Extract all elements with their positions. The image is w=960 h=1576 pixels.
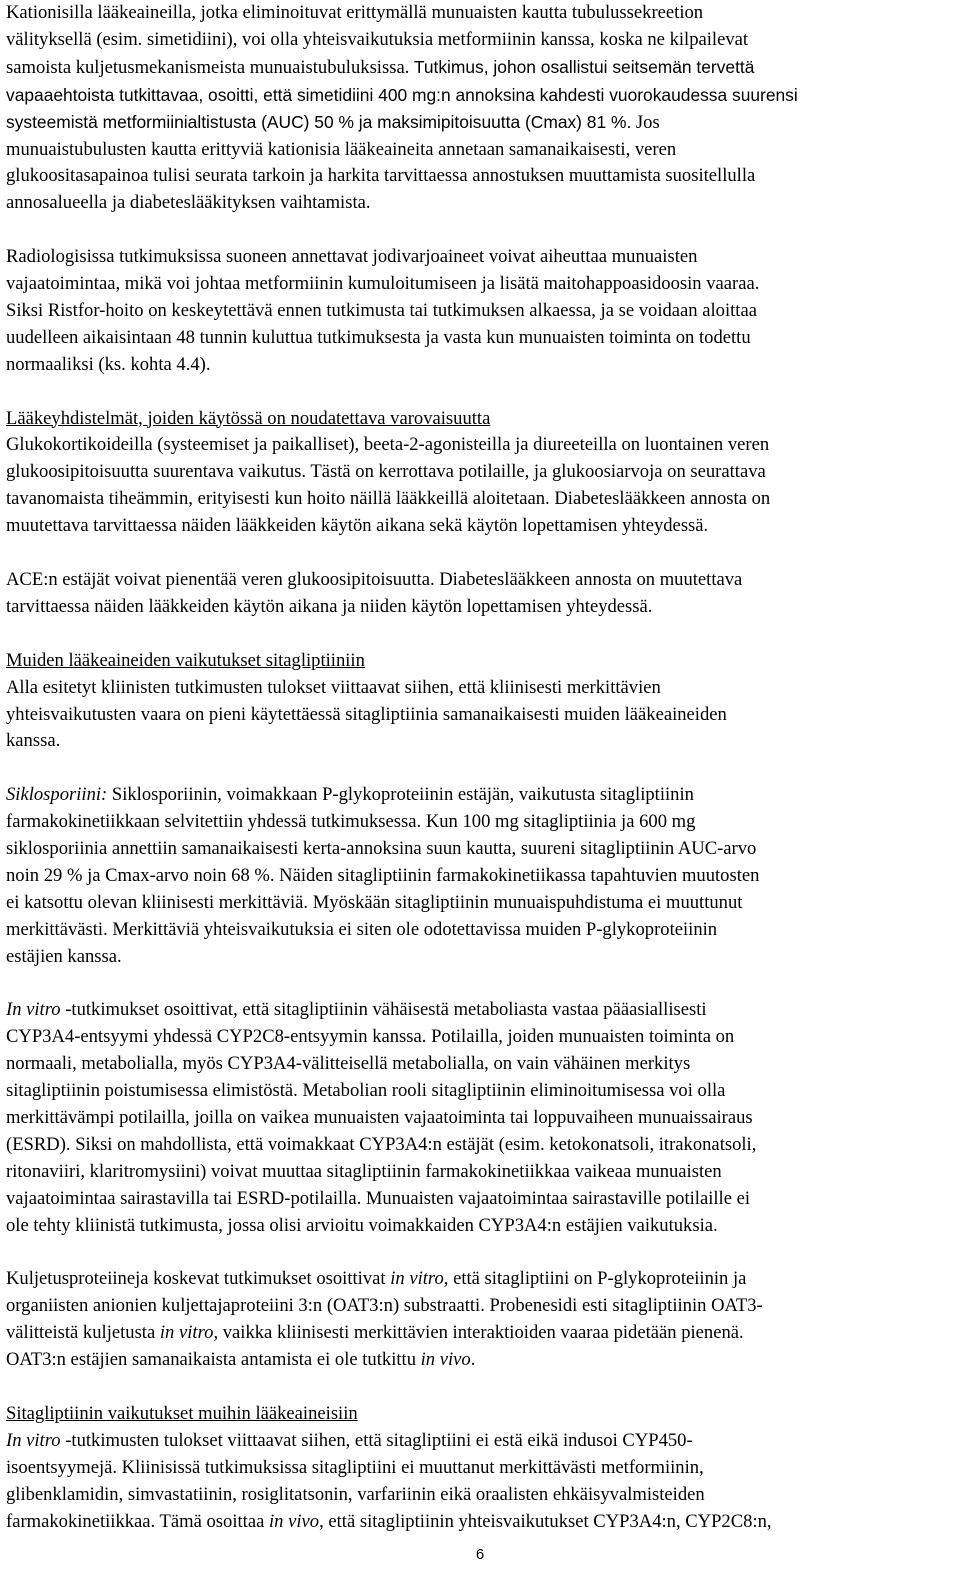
text-fragment: Jos [631, 111, 660, 133]
text-line: normaali, metabolialla, myös CYP3A4-välitteisellä metabolialla, on vain vähäinen merkitys [6, 1053, 691, 1075]
italic-term: in vivo [268, 1510, 320, 1532]
italic-term: in vitro [390, 1268, 444, 1290]
italic-term: in vitro [159, 1322, 214, 1344]
text-line: organiisten anionien kuljettajaproteiini 3:n (OAT3:n) substraatti. Probenesidi esti sitagliptiinin OAT3- [6, 1295, 763, 1317]
section-heading [6, 648, 956, 675]
text-line: ritonaviiri, klaritromysiini) voivat muuttaa sitagliptiinin farmakokinetiikkaa vaikeaa munuaisten [6, 1160, 722, 1182]
italic-term: In vitro [6, 1429, 61, 1451]
text-line: ole tehty kliinistä tutkimusta, jossa olisi arvioitu voimakkaiden CYP3A4:n estäjien vaikutuksia. [6, 1214, 718, 1236]
text-line [6, 1428, 956, 1455]
paragraph-transport-proteins [6, 1266, 956, 1374]
text-line: isoentsyymejä. Kliinisissä tutkimuksissa sitagliptiini ei muuttanut merkittävästi metformiinin, [6, 1456, 704, 1478]
paragraph-clinical-results [6, 675, 956, 756]
text-line: uudelleen aikaisintaan 48 tunnin kuluttua tutkimuksesta ja vasta kun munuaisten toiminta on todettu [6, 326, 751, 348]
text-line: muutettava tarvittaessa näiden lääkkeiden käytön aikana sekä käytön lopettamisen yhteydessä. [6, 515, 709, 537]
section-heading [6, 1401, 956, 1428]
text-line [6, 109, 956, 137]
text-fragment: OAT3:n estäjien samanaikaista antamista ei ole tutkittu [6, 1349, 421, 1371]
text-line [6, 1320, 956, 1347]
text-line: ACE:n estäjät voivat pienentää veren glukoosipitoisuutta. Diabeteslääkkeen annosta on muutettava [6, 568, 743, 590]
text-line: glukoositasapainoa tulisi seurata tarkoin ja harkita tarvittaessa annostuksen muuttamista suositellulla [6, 165, 756, 187]
text-line: merkittävämpi potilailla, joilla on vaikea munuaisten vajaatoiminta tai loppuvaiheen munuaissairaus [6, 1107, 753, 1129]
paragraph-cationic-drugs [6, 0, 956, 217]
text-fragment: -tutkimukset osoittivat, että sitagliptiinin vähäisestä metaboliasta vastaa pääasiallisesti [60, 999, 707, 1021]
heading-caution-combinations: Lääkeyhdistelmät, joiden käytössä on noudatettava varovaisuutta [6, 407, 491, 429]
text-line: yhteisvaikutusten vaara on pieni käytettäessä sitagliptiinia samanaikaisesti muiden lääkeaineiden [6, 703, 727, 725]
text-line: kanssa. [6, 730, 61, 752]
italic-term: In vitro [6, 999, 61, 1021]
text-fragment: , että sitagliptiinin yhteisvaikutukset CYP3A4:n, CYP2C8:n, [319, 1510, 772, 1532]
text-fragment: Kuljetusproteiineja koskevat tutkimukset osoittivat [6, 1268, 391, 1290]
heading-effects-on-sitagliptin: Muiden lääkeaineiden vaikutukset sitagliptiiniin [6, 649, 365, 671]
paragraph-cyp450 [6, 1428, 956, 1536]
paragraph-ace-inhibitors [6, 567, 956, 621]
paragraph-ciclosporin [6, 782, 956, 970]
text-line: glibenklamidin, simvastatiinin, rosiglitatsonin, varfariinin eikä oraalisten ehkäisyvalmisteiden [6, 1483, 705, 1505]
text-line [6, 54, 956, 82]
text-line: glukoosipitoisuutta suurentava vaikutus. Tästä on kerrottava potilaille, ja glukoosiarvoja on seurattava [6, 461, 766, 483]
text-fragment: . [470, 1349, 476, 1371]
heading-sitagliptin-effects-on-others: Sitagliptiinin vaikutukset muihin lääkeaineisiin [6, 1403, 358, 1424]
text-line: munuaistubulusten kautta erittyviä kationisia lääkeaineita annetaan samanaikaisesti, veren [6, 138, 677, 160]
text-line: sitagliptiinin poistumisessa elimistöstä. Metabolian rooli sitagliptiinin eliminoitumisessa voi olla [6, 1080, 726, 1102]
text-line: CYP3A4-entsyymi yhdessä CYP2C8-entsyymin kanssa. Potilailla, joiden munuaisten toiminta on [6, 1026, 735, 1048]
text-fragment: välitteistä kuljetusta [6, 1322, 160, 1344]
text-line: ei katsottu olevan kliinisesti merkittäviä. Myöskään sitagliptiinin munuaispuhdistuma ei muuttunut [6, 891, 743, 913]
text-line: (ESRD). Siksi on mahdollista, että voimakkaat CYP3A4:n estäjät (esim. ketokonatsoli, itrakonatsoli, [6, 1133, 757, 1155]
text-line [6, 997, 956, 1024]
text-line: estäjien kanssa. [6, 945, 122, 967]
text-line: farmakokinetiikkaan selvitettiin yhdessä tutkimuksessa. Kun 100 mg sitagliptiinia ja 600 mg [6, 811, 696, 833]
page-number: 6 [475, 1546, 485, 1563]
text-line: annosalueella ja diabeteslääkityksen vaihtamista. [6, 192, 371, 214]
italic-term: in vivo [420, 1349, 471, 1371]
text-line: vajaatoimintaa sairastavilla tai ESRD-potilailla. Munuaisten vajaatoimintaa sairastaville potilaille ei [6, 1187, 751, 1209]
text-fragment: samoista kuljetusmekanismeista munuaistubuluksissa. [6, 56, 410, 78]
text-line: tarvittaessa näiden lääkkeiden käytön aikana ja niiden käytön lopettamisen yhteydessä. [6, 595, 653, 617]
text-line: välityksellä (esim. simetidiini), voi olla yhteisvaikutuksia metformiinin kanssa, koska ne kilpailevat [6, 28, 749, 50]
text-line: Radiologisissa tutkimuksissa suoneen annettavat jodivarjoaineet voivat aiheuttaa munuaisten [6, 246, 698, 268]
text-line: Glukokortikoideilla (systeemiset ja paikalliset), beeta-2-agonisteilla ja diureeteilla on luontainen veren [6, 434, 770, 456]
text-fragment: -tutkimusten tulokset viittaavat siihen, että sitagliptiini ei estä eikä indusoi CYP450- [60, 1429, 693, 1451]
text-fragment: systeemistä metformiinialtistusta (AUC) 50 % ja maksimipitoisuutta (Cmax) 81 %. [6, 111, 632, 132]
text-line: Siksi Ristfor-hoito on keskeytettävä ennen tutkimusta tai tutkimuksen alkaessa, ja se voidaan aloittaa [6, 299, 757, 321]
section-heading [6, 406, 956, 433]
text-line: siklosporiinia annettiin samanaikaisesti kerta-annoksina suun kautta, suureni sitagliptiinin AUC-arvo [6, 838, 757, 860]
document-page [6, 0, 956, 1536]
text-fragment: Tutkimus, johon osallistui seitsemän tervettä [409, 56, 755, 77]
text-fragment: Siklosporiinin, voimakkaan P-glykoproteiinin estäjän, vaikutusta sitagliptiinin [107, 784, 694, 806]
text-line: noin 29 % ja Cmax-arvo noin 68 %. Näiden sitagliptiinin farmakokinetiikassa tapahtuvien muutosten [6, 864, 760, 886]
paragraph-in-vitro-metabolism [6, 997, 956, 1239]
paragraph-glucocorticoids [6, 432, 956, 540]
text-line [6, 1347, 956, 1374]
text-line: Kationisilla lääkeaineilla, jotka eliminoituvat erittymällä munuaisten kautta tubulussekreetion [6, 2, 704, 23]
text-fragment: , että sitagliptiini on P-glykoproteiinin ja [443, 1268, 747, 1290]
text-line [6, 1266, 956, 1293]
paragraph-contrast-agents [6, 244, 956, 379]
text-line: merkittävästi. Merkittäviä yhteisvaikutuksia ei siten ole odotettavissa muiden P-glykoproteiinin [6, 918, 718, 940]
text-line: tavanomaista tiheämmin, erityisesti kun hoito näillä lääkkeillä aloitetaan. Diabeteslääkkeen annosta on [6, 488, 771, 510]
text-line: vapaaehtoista tutkittavaa, osoitti, että simetidiini 400 mg:n annoksina kahdesti vuorokaudessa suurensi [6, 84, 798, 105]
text-line: Alla esitetyt kliinisten tutkimusten tulokset viittaavat siihen, että kliinisesti merkittävien [6, 676, 661, 698]
italic-term: Siklosporiini: [6, 784, 108, 806]
text-line: normaaliksi (ks. kohta 4.4). [6, 353, 211, 375]
text-fragment: , vaikka kliinisesti merkittävien interaktioiden vaaraa pidetään pienenä. [213, 1322, 744, 1344]
text-line [6, 782, 956, 809]
text-line [6, 1509, 956, 1536]
text-line: vajaatoimintaa, mikä voi johtaa metformiinin kumuloitumiseen ja lisätä maitohappoasidoosin vaaraa. [6, 273, 760, 295]
text-fragment: farmakokinetiikkaa. Tämä osoittaa [6, 1510, 269, 1532]
